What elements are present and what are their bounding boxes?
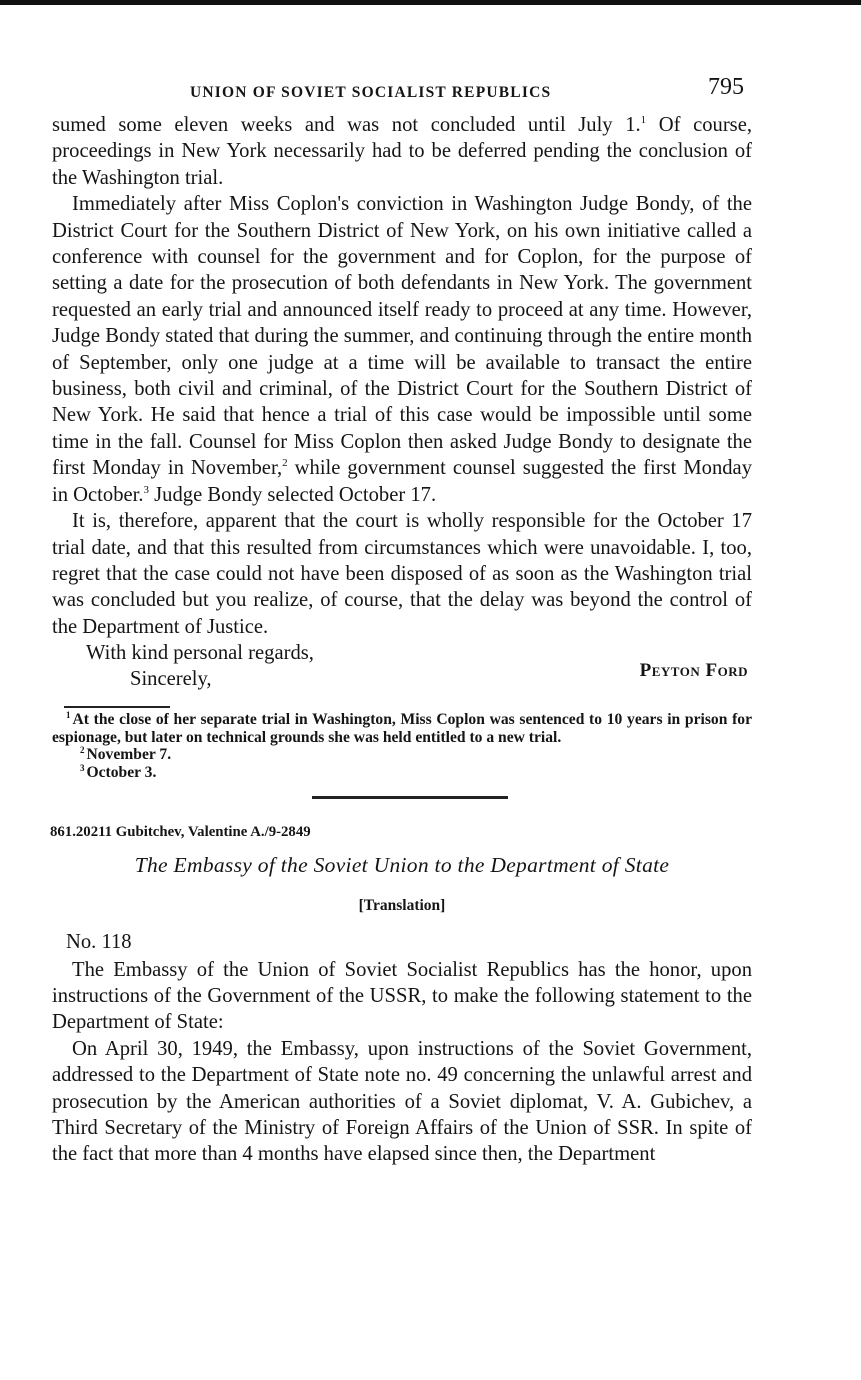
footnote-ref-1[interactable]: 1 xyxy=(640,114,647,127)
footnotes xyxy=(52,711,752,781)
running-title: UNION OF SOVIET SOCIALIST REPUBLICS xyxy=(190,84,552,101)
footnote-2 xyxy=(52,746,752,764)
letter-text: Judge Bondy selected October 17. xyxy=(149,483,437,506)
footnote-text: November 7. xyxy=(86,746,172,764)
footnote-ref-2[interactable]: 2 xyxy=(282,457,288,470)
translation-tag: [Translation] xyxy=(358,896,446,914)
closing-regards: With kind personal regards, xyxy=(86,642,314,665)
letter-text: sumed some eleven weeks and was not concluded until July 1. xyxy=(52,114,641,136)
footnote-rule xyxy=(64,706,170,708)
letter-paragraph-3: It is, therefore, apparent that the court is wholly responsible for the October 17 trial date, and that this resulted from circumstances which were unavoidable. I, too, regret that the case could not have been disposed of as soon as the Washington trial was concluded but you realize, of course, that the delay was beyond the control of the Department of Justice. xyxy=(52,510,752,638)
closing-sincerely: Sincerely, xyxy=(130,668,212,691)
footnote-text: October 3. xyxy=(86,763,157,781)
document-title: The Embassy of the Soviet Union to the Department of State xyxy=(134,852,670,877)
footnote-text: At the close of her separate trial in Washington, Miss Coplon was sentenced to 10 years in prison for espionage, but later on technical grounds she was held entitled to a new trial. xyxy=(52,711,752,746)
footnote-mark: 2 xyxy=(80,745,85,756)
footnote-1 xyxy=(52,711,752,746)
section-separator xyxy=(312,796,508,799)
footnote-mark: 1 xyxy=(66,709,71,720)
page-number: 795 xyxy=(708,74,744,100)
letter-text: while government counsel suggested the first Monday in October. xyxy=(52,457,752,506)
running-head xyxy=(52,72,752,112)
file-reference: 861.20211 Gubitchev, Valentine A./9-2849 xyxy=(50,823,311,840)
footnote-3 xyxy=(52,764,752,782)
footnote-mark: 3 xyxy=(80,762,85,773)
note-number: No. 118 xyxy=(66,930,132,953)
note-paragraph-1: The Embassy of the Union of Soviet Socialist Republics has the honor, upon instructions of the Government of the USSR, to make the following statement to the Department of State: xyxy=(52,958,752,1034)
letter-body xyxy=(52,112,752,640)
footnote-ref-3[interactable]: 3 xyxy=(143,483,150,496)
note-paragraph-2: On April 30, 1949, the Embassy, upon instructions of the Soviet Government, addressed to the Department of State note no. 49 concerning the unlawful arrest and prosecution by the American authorities of a Soviet diplomat, V. A. Gubichev, a Third Secretary of the Ministry of Foreign Affairs of the Union of SSR. In spite of the fact that more than 4 months have elapsed since then, the Department xyxy=(52,1037,752,1166)
note-body xyxy=(52,957,752,1168)
letter-paragraph-2 xyxy=(52,191,752,508)
document-page xyxy=(52,72,752,1168)
signature: Peyton Ford xyxy=(639,660,748,682)
letter-paragraph-1 xyxy=(52,112,752,191)
letter-text: Immediately after Miss Coplon's conviction in Washington Judge Bondy, of the District Court for the Southern District of New York, on his own initiative called a conference with counsel for the government and for Coplon, for the purpose of setting a date for the prosecution of both defendants in New York. The government requested an early trial and announced itself ready to proceed at any time. However, Judge Bondy stated that during the summer, and continuing through the entire month of September, only one judge at a time will be available to transact the entire business, both civil and criminal, of the District Court for the Southern District of New York. He said that hence a trial of this case would be impossible until some time in the fall. Counsel for Miss Coplon then asked Judge Bondy to designate the first Monday in November, xyxy=(52,193,752,480)
top-edge-rule xyxy=(0,0,861,5)
letter-text: Of course, proceedings in New York necessarily had to be deferred pending the conclusion of the Washington trial. xyxy=(52,114,752,189)
letter-closing xyxy=(52,640,752,696)
